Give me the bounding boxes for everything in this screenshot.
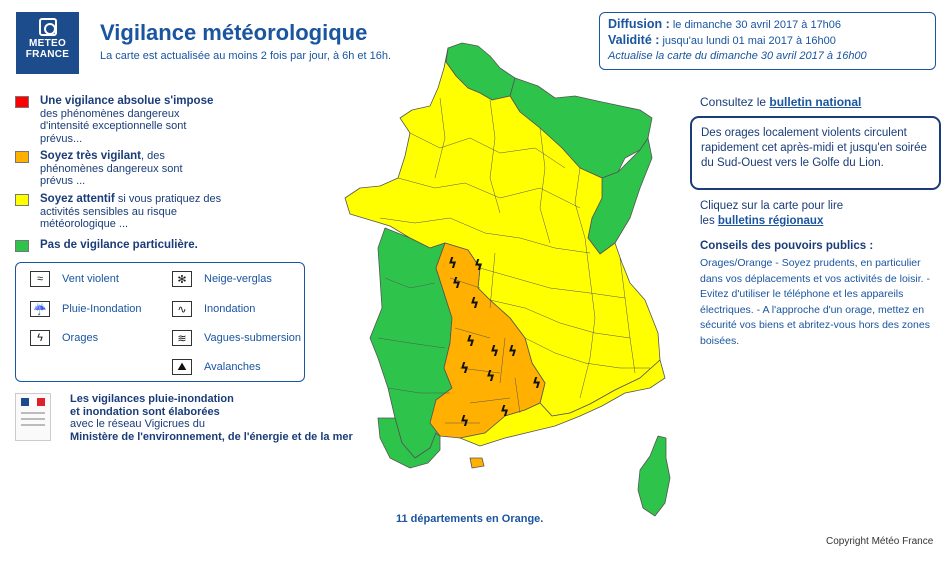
orange-department-count: 11 départements en Orange. xyxy=(396,513,544,525)
legend-waves-label: Vagues-submersion xyxy=(204,332,302,344)
ministry-logo xyxy=(15,393,51,441)
level-yellow-title: Soyez attentif xyxy=(40,193,115,205)
legend-snow-label: Neige-verglas xyxy=(204,273,272,285)
storm-symbol-icon: ϟ xyxy=(532,376,542,392)
level-orange xyxy=(15,150,260,188)
diffusion-value: le dimanche 30 avril 2017 à 17h06 xyxy=(672,19,842,31)
regional-bulletins-link[interactable]: bulletins régionaux xyxy=(717,215,824,227)
dept-small-orange[interactable] xyxy=(470,458,484,468)
legend-avalanche[interactable] xyxy=(172,359,261,375)
wind-icon: ≈ xyxy=(30,271,50,287)
wave-submersion-icon: ≋ xyxy=(172,330,192,346)
legend-storm-label: Orages xyxy=(62,332,99,344)
legend-wind[interactable] xyxy=(30,271,119,287)
legend-wind-label: Vent violent xyxy=(62,273,119,285)
legend-rain-flood-label: Pluie-Inondation xyxy=(62,303,142,315)
level-red-text: des phénomènes dangereux d'intensité exceptionnelle sont prévus... xyxy=(40,107,187,145)
legend-flood[interactable] xyxy=(172,301,255,317)
page-subtitle: La carte est actualisée au moins 2 fois par jour, à 6h et 16h. xyxy=(100,50,392,62)
flood-icon: ∿ xyxy=(172,301,192,317)
legend-storm[interactable] xyxy=(30,330,98,346)
copyright: Copyright Météo France xyxy=(826,536,934,547)
green-swatch xyxy=(15,240,29,252)
regional-bulletin-line xyxy=(700,199,843,229)
level-red-title: Une vigilance absolue s'impose xyxy=(40,95,214,107)
storm-symbol-icon: ϟ xyxy=(466,334,476,350)
level-yellow xyxy=(15,193,260,231)
storm-symbol-icon: ϟ xyxy=(490,344,500,360)
legend-flood-label: Inondation xyxy=(204,303,256,315)
france-vigilance-map[interactable] xyxy=(340,38,680,523)
ministry-line1: Les vigilances pluie-inondation xyxy=(70,393,234,405)
diffusion-line xyxy=(608,17,927,33)
regional-line1: Cliquez sur la carte pour lire xyxy=(700,200,844,212)
ministry-line3: avec le réseau Vigicrues du xyxy=(70,418,205,430)
logo-line-decor xyxy=(21,424,45,426)
update-note: Actualise la carte du dimanche 30 avril 2017 à 16h00 xyxy=(608,50,867,62)
legend-snow[interactable] xyxy=(172,271,272,287)
storm-symbol-icon: ϟ xyxy=(508,344,518,360)
level-green xyxy=(15,239,260,252)
national-bulletin-link[interactable]: bulletin national xyxy=(769,95,862,109)
logo-line-decor xyxy=(21,418,45,420)
conseils-text: Orages/Orange - Soyez prudents, en particulier dans vos déplacements et vos activités de loisir. - Evitez d'utiliser le téléphone et les appareils électriques. - A l'approche d'un orage, mettez en sécurité vos biens et abritez-vous hors des zones boisées. xyxy=(700,257,930,347)
legend-avalanche-label: Avalanches xyxy=(204,361,261,373)
regional-prefix: les xyxy=(700,215,715,227)
avalanche-icon: ⛰ xyxy=(172,359,192,375)
thunderstorm-icon: ϟ xyxy=(30,330,50,346)
level-red xyxy=(15,95,260,145)
storm-symbol-icon: ϟ xyxy=(448,256,458,272)
meteo-france-logo[interactable] xyxy=(16,12,79,74)
validite-label: Validité : xyxy=(608,33,660,47)
yellow-swatch xyxy=(15,194,29,206)
rain-flood-icon: ☔ xyxy=(30,301,50,317)
bulletin-prefix: Consultez le xyxy=(700,95,767,109)
red-swatch xyxy=(15,96,29,108)
snow-ice-icon: ✻ xyxy=(172,271,192,287)
storm-symbol-icon: ϟ xyxy=(470,296,480,312)
legend-waves[interactable] xyxy=(172,330,301,346)
ministry-line2: et inondation sont élaborées xyxy=(70,405,220,418)
level-green-title: Pas de vigilance particulière. xyxy=(40,239,198,251)
national-bulletin-summary: Des orages localement violents circulent rapidement cet après-midi et jusqu'en soirée du Sud-Ouest vers le Golfe du Lion. xyxy=(690,116,941,190)
page-title: Vigilance météorologique xyxy=(100,20,368,45)
storm-symbol-icon: ϟ xyxy=(486,369,496,385)
conseils-title: Conseils des pouvoirs publics : xyxy=(700,240,874,252)
national-bulletin-line xyxy=(700,95,861,109)
diffusion-label: Diffusion : xyxy=(608,17,670,31)
logo-mark-icon xyxy=(39,18,57,36)
french-flag-icon xyxy=(21,398,45,406)
orange-swatch xyxy=(15,151,29,163)
ministry-line4: Ministère de l'environnement, de l'énergie et de la mer xyxy=(70,430,353,443)
storm-symbol-icon: ϟ xyxy=(460,361,470,377)
validite-value: jusqu'au lundi 01 mai 2017 à 16h00 xyxy=(662,35,836,47)
logo-line1: METEO xyxy=(28,38,67,49)
storm-symbol-icon: ϟ xyxy=(460,414,470,430)
dept-corsica[interactable] xyxy=(638,436,670,516)
level-orange-title: Soyez très vigilant xyxy=(40,150,141,162)
storm-symbol-icon: ϟ xyxy=(452,276,462,292)
logo-line2: FRANCE xyxy=(25,49,70,60)
storm-symbol-icon: ϟ xyxy=(474,258,484,274)
level-yellow-text: si vous pratiquez des activités sensibles au risque météorologique ... xyxy=(40,193,222,230)
logo-line-decor xyxy=(21,412,45,414)
phenomena-legend xyxy=(15,262,305,382)
level-orange-text: , des phénomènes dangereux sont prévus ... xyxy=(40,150,183,187)
storm-symbol-icon: ϟ xyxy=(500,404,510,420)
legend-rain-flood[interactable] xyxy=(30,301,142,317)
